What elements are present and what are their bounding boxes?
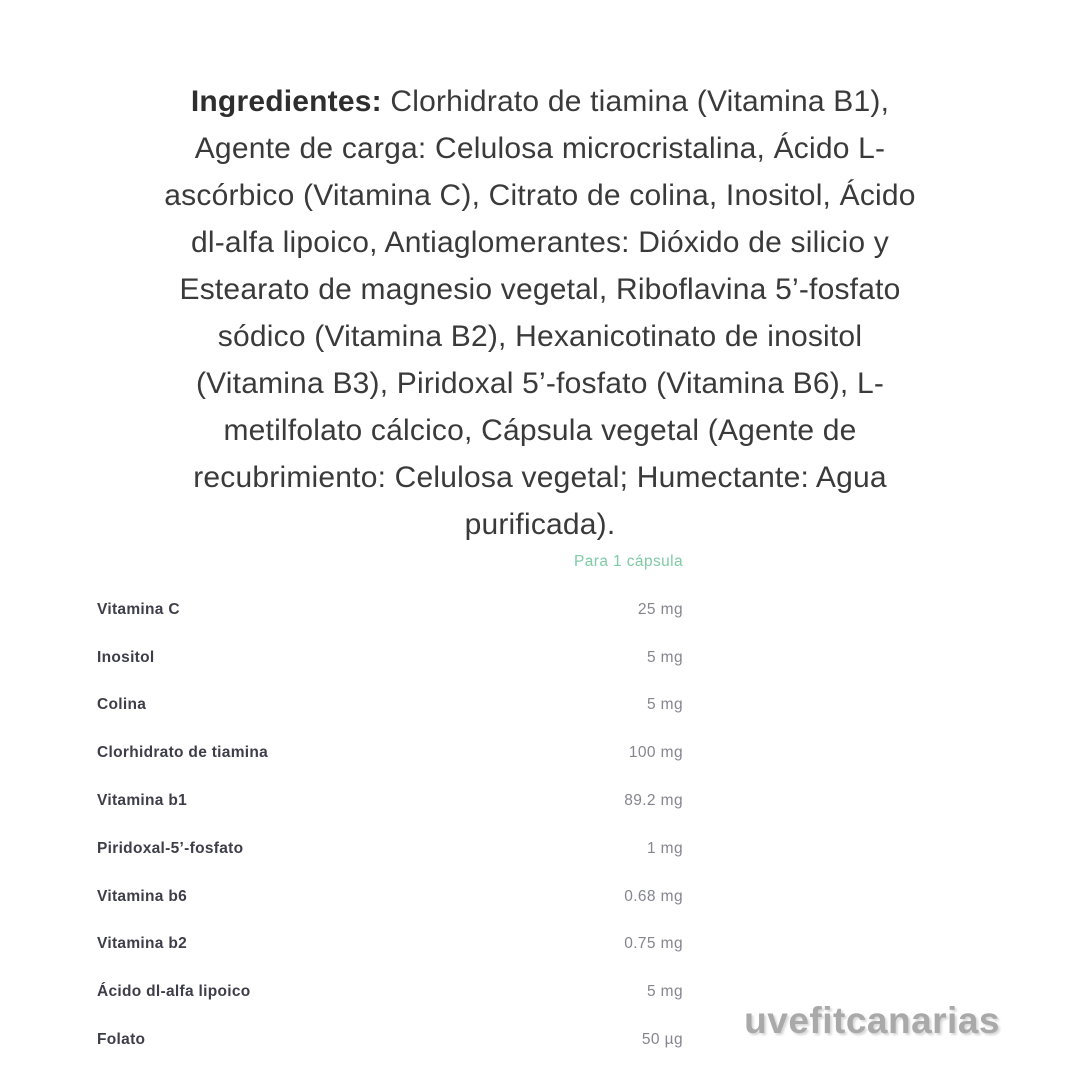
nutrient-name: Ácido dl-alfa lipoico (97, 983, 251, 1001)
ingredients-line: Estearato de magnesio vegetal, Riboflavina 5’-fosfato (179, 273, 901, 306)
nutrient-amount: 25 mg (637, 600, 683, 618)
ingredients-line: recubrimiento: Celulosa vegetal; Humectante: Agua (193, 461, 887, 494)
nutrient-name: Clorhidrato de tiamina (97, 744, 269, 762)
nutrient-amount: 5 mg (646, 648, 683, 666)
ingredients-paragraph (0, 78, 1080, 548)
nutrient-amount: 1 mg (646, 839, 683, 857)
nutrient-amount: 89.2 mg (624, 792, 683, 810)
ingredients-label: Ingredientes: (190, 85, 382, 118)
ingredients-line: purificada). (464, 508, 616, 541)
table-row (97, 777, 683, 825)
nutrient-name: Piridoxal-5’-fosfato (97, 839, 244, 857)
watermark: uvefitcanarias (744, 1000, 1000, 1041)
nutrient-name: Colina (97, 696, 147, 714)
ingredients-line: dl-alfa lipoico, Antiaglomerantes: Dióxido de silicio y (190, 226, 889, 259)
nutrient-name: Vitamina b6 (97, 887, 188, 905)
nutrient-name: Inositol (97, 648, 155, 666)
table-row (97, 682, 683, 730)
nutrient-amount: 100 mg (628, 744, 683, 762)
table-row (97, 968, 683, 1016)
ingredients-line (0, 78, 1080, 125)
nutrient-amount: 50 µg (641, 1031, 683, 1049)
nutrient-name: Folato (97, 1031, 146, 1049)
ingredients-line: sódico (Vitamina B2), Hexanicotinato de inositol (217, 320, 863, 353)
table-row (97, 586, 683, 634)
ingredients-line-text: Clorhidrato de tiamina (Vitamina B1), (390, 85, 890, 118)
nutrient-name: Vitamina C (97, 600, 180, 618)
ingredients-line: ascórbico (Vitamina C), Citrato de colina, Inositol, Ácido (164, 179, 916, 212)
nutrition-table (97, 538, 683, 1064)
per-capsule-header: Para 1 cápsula (574, 553, 683, 570)
ingredients-line: metilfolato cálcico, Cápsula vegetal (Agente de (223, 414, 857, 447)
nutrient-amount: 5 mg (646, 983, 683, 1001)
nutrient-amount: 0.68 mg (624, 887, 683, 905)
nutrient-name: Vitamina b2 (97, 935, 188, 953)
nutrient-name: Vitamina b1 (97, 792, 188, 810)
table-row (97, 729, 683, 777)
nutrient-amount: 0.75 mg (624, 935, 683, 953)
table-row (97, 1016, 683, 1064)
ingredients-line: Agente de carga: Celulosa microcristalina, Ácido L- (194, 132, 886, 165)
nutrient-amount: 5 mg (646, 696, 683, 714)
ingredients-line: (Vitamina B3), Piridoxal 5’-fosfato (Vitamina B6), L- (195, 367, 885, 400)
table-row (97, 873, 683, 921)
table-row (97, 825, 683, 873)
table-row (97, 921, 683, 969)
table-row (97, 634, 683, 682)
